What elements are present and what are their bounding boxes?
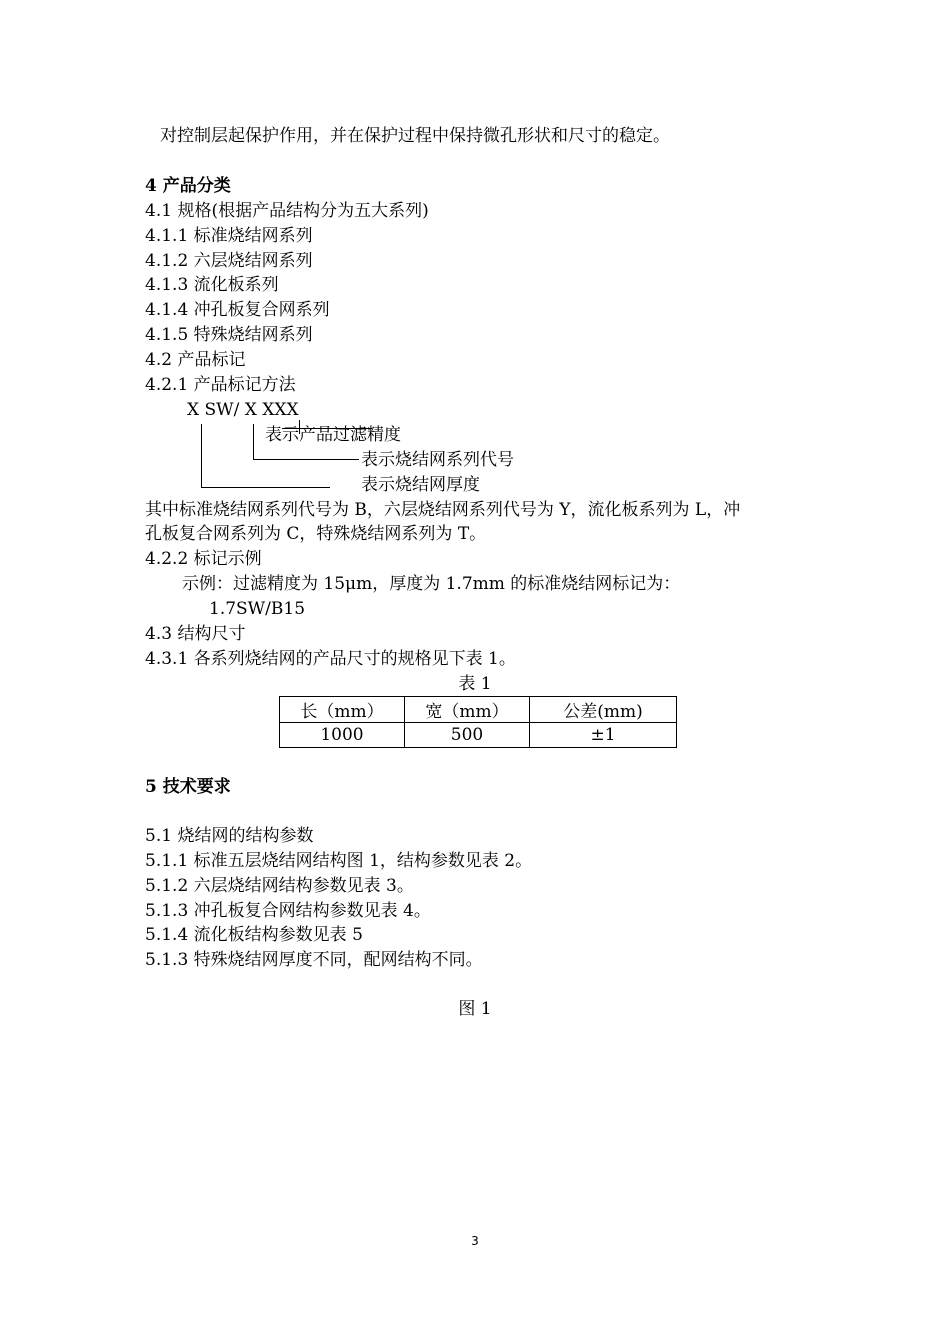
section-5-line: 5.1.2 六层烧结网结构参数见表 3。 <box>145 876 414 896</box>
table-row <box>280 723 677 748</box>
figure-caption: 图 1 <box>458 999 492 1019</box>
section-4-3-1: 4.3.1 各系列烧结网的产品尺寸的规格见下表 1。 <box>145 649 516 669</box>
series-code-description: 孔板复合网系列为 C，特殊烧结网系列为 T。 <box>145 524 487 544</box>
table-caption: 表 1 <box>458 674 492 694</box>
marking-code: X SW/ X XXX <box>187 400 299 420</box>
section-5-line: 5.1 烧结网的结构参数 <box>145 826 314 846</box>
dimension-table <box>279 696 677 748</box>
example-text: 示例：过滤精度为 15μm，厚度为 1.7mm 的标准烧结网标记为： <box>182 574 681 594</box>
series-item: 4.1.1 标准烧结网系列 <box>145 226 313 246</box>
series-item: 4.1.5 特殊烧结网系列 <box>145 325 313 345</box>
section-4-3: 4.3 结构尺寸 <box>145 624 246 644</box>
table-header-cell: 公差(mm) <box>530 697 677 723</box>
series-item: 4.1.4 冲孔板复合网系列 <box>145 300 330 320</box>
marking-bracket-series <box>253 424 254 460</box>
section-5-line: 5.1.3 冲孔板复合网结构参数见表 4。 <box>145 901 431 921</box>
table-header-cell: 长（mm） <box>280 697 405 723</box>
section-4-2-2: 4.2.2 标记示例 <box>145 549 262 569</box>
section-5-line: 5.1.1 标准五层烧结网结构图 1，结构参数见表 2。 <box>145 851 533 871</box>
series-item: 4.1.2 六层烧结网系列 <box>145 251 313 271</box>
section-5-heading: 5 技术要求 <box>145 777 231 797</box>
marking-label-precision: 表示产品过滤精度 <box>265 425 401 445</box>
section-5-line: 5.1.4 流化板结构参数见表 5 <box>145 925 363 945</box>
section-5-line: 5.1.3 特殊烧结网厚度不同，配网结构不同。 <box>145 950 483 970</box>
page-number: 3 <box>471 1234 479 1248</box>
section-4-2: 4.2 产品标记 <box>145 350 246 370</box>
section-4-1: 4.1 规格(根据产品结构分为五大系列) <box>145 201 429 221</box>
series-code-description: 其中标准烧结网系列代号为 B，六层烧结网系列代号为 Y，流化板系列为 L，冲 <box>145 500 741 520</box>
table-cell: ±1 <box>530 723 677 748</box>
intro-paragraph: 对控制层起保护作用，并在保护过程中保持微孔形状和尺寸的稳定。 <box>160 126 670 146</box>
marking-bracket-thickness <box>201 424 202 488</box>
marking-label-series: 表示烧结网系列代号 <box>361 450 514 470</box>
section-4-2-1: 4.2.1 产品标记方法 <box>145 375 296 395</box>
example-code: 1.7SW/B15 <box>209 599 306 619</box>
marking-label-thickness: 表示烧结网厚度 <box>361 475 480 495</box>
table-header-cell: 宽（mm） <box>405 697 530 723</box>
table-header-row <box>280 697 677 723</box>
table-cell: 1000 <box>280 723 405 748</box>
table-cell: 500 <box>405 723 530 748</box>
marking-connector <box>201 487 330 488</box>
marking-connector <box>253 459 359 460</box>
series-item: 4.1.3 流化板系列 <box>145 275 279 295</box>
section-4-heading: 4 产品分类 <box>145 176 231 196</box>
